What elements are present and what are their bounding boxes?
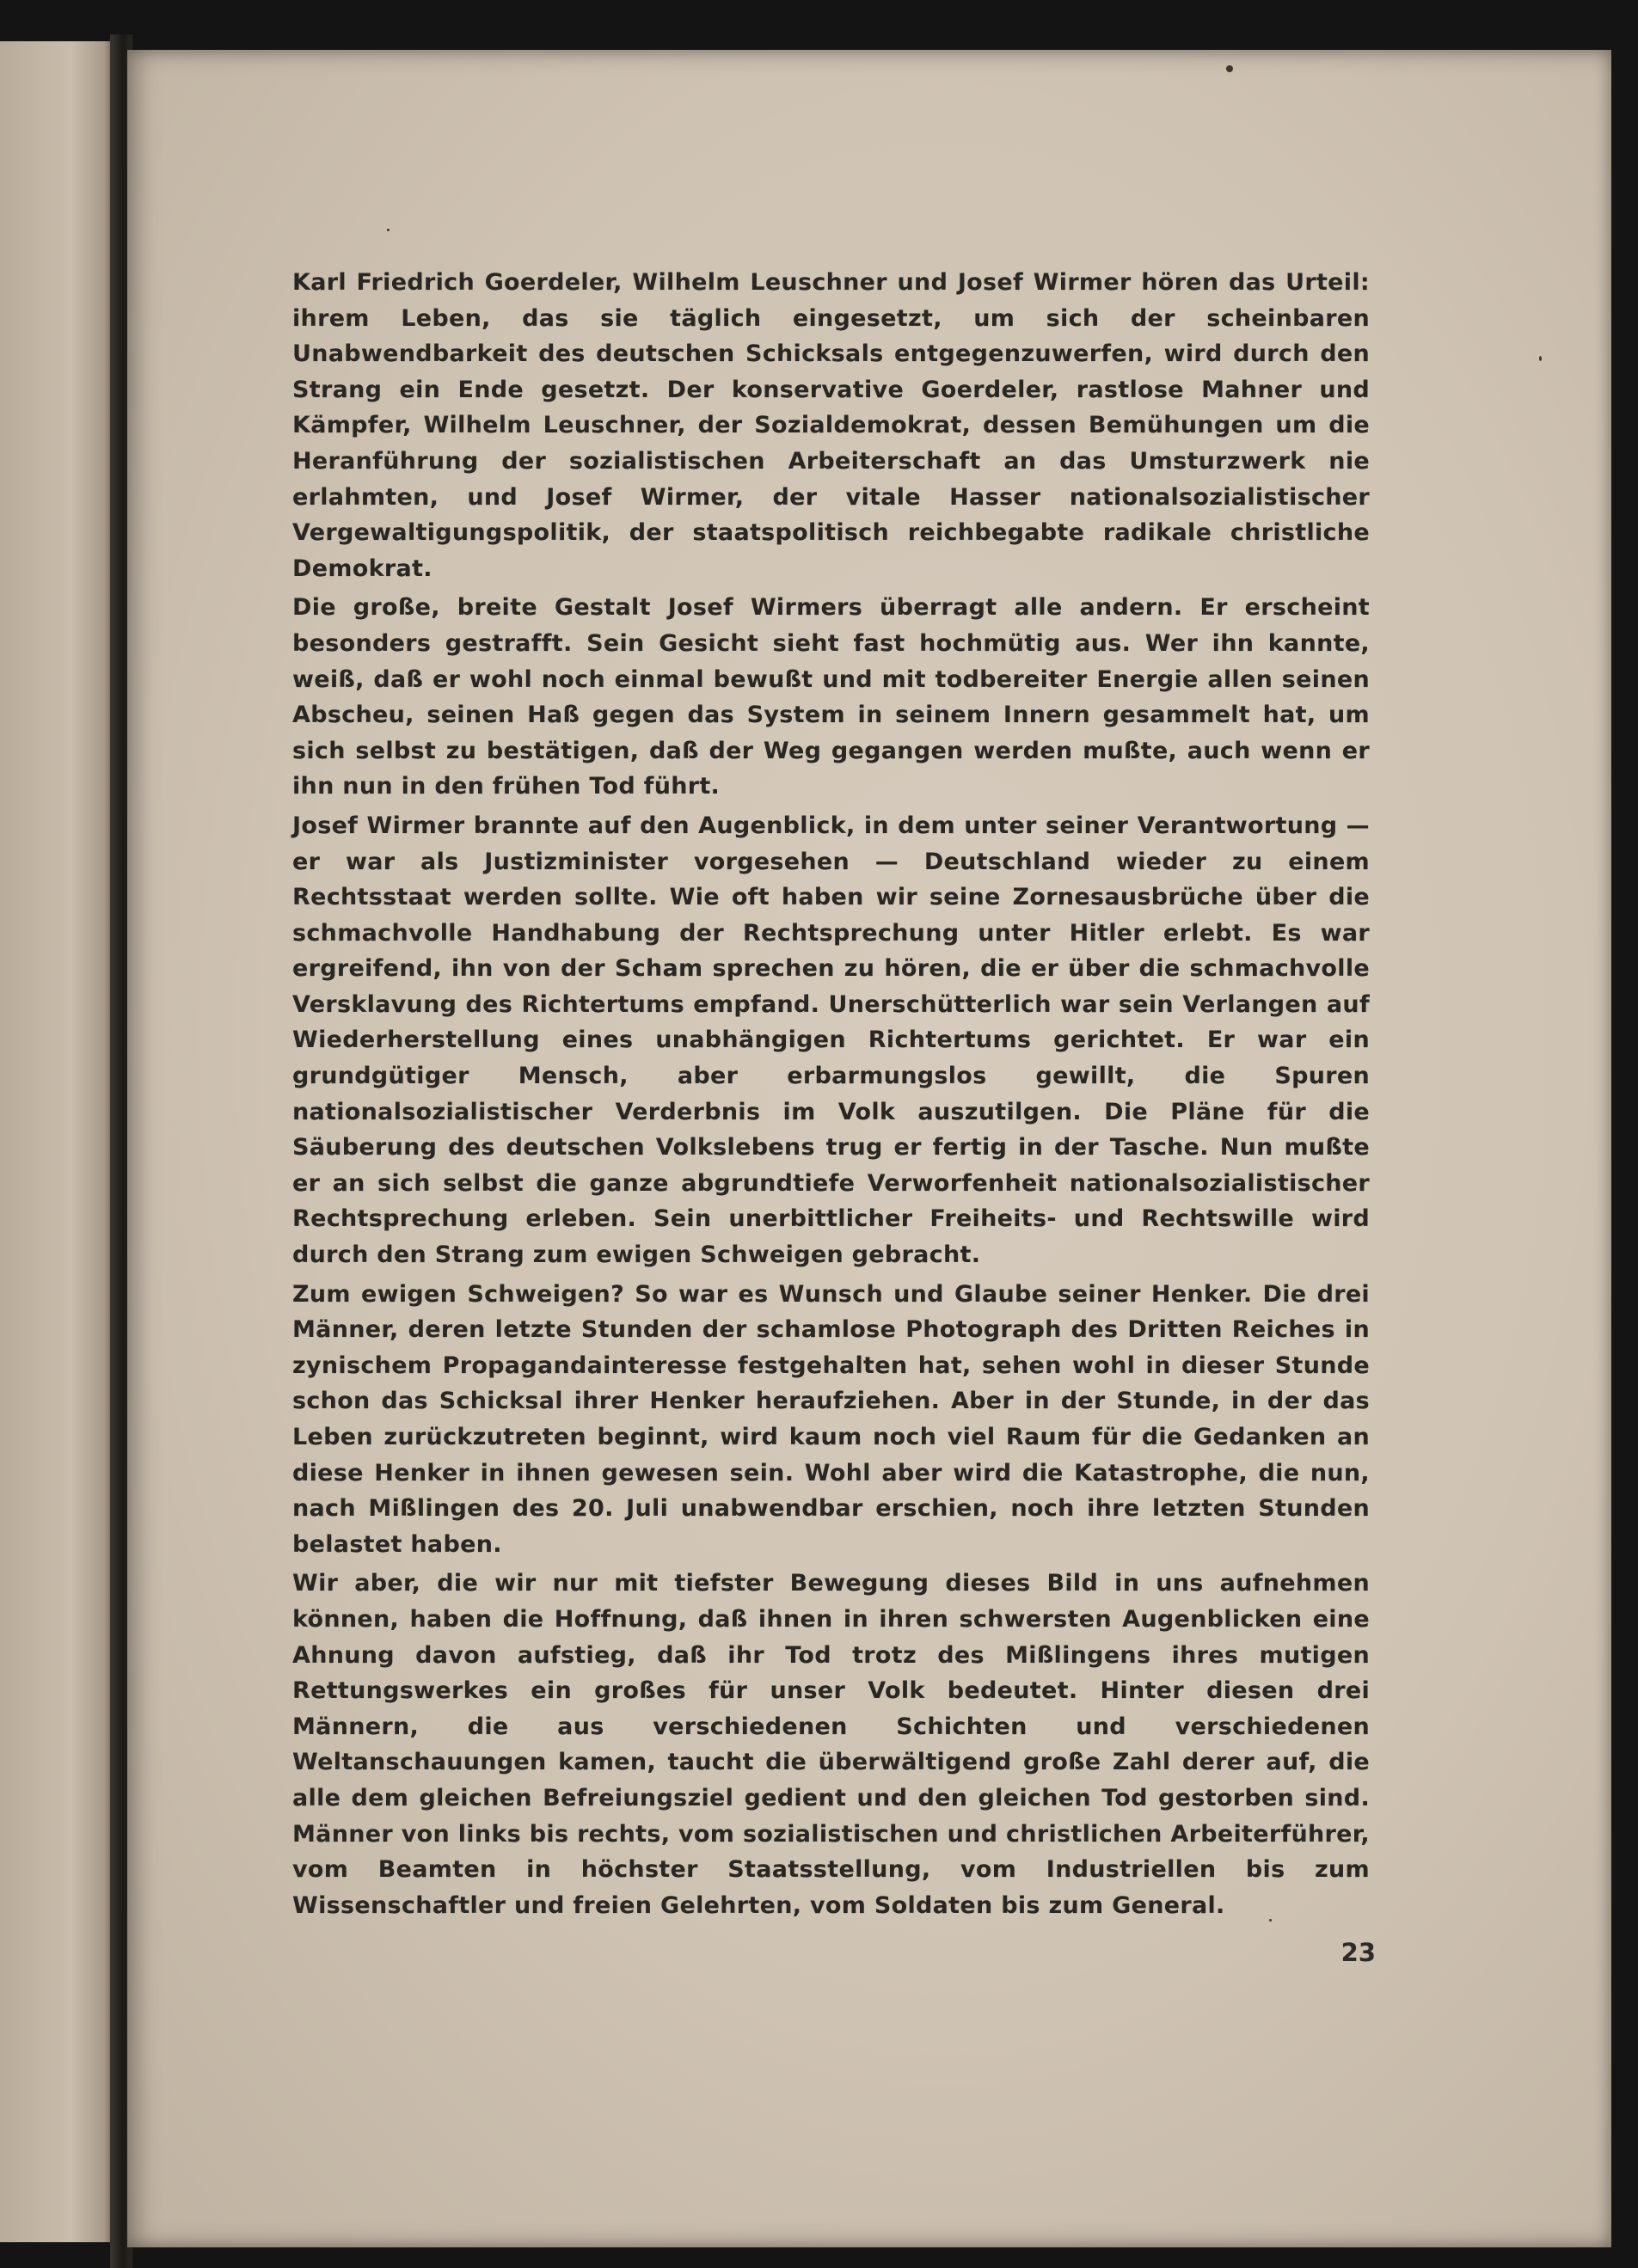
paragraph: Karl Friedrich Goerdeler, Wilhelm Leuschner und Josef Wirmer hören das Urteil: ihrem Leben, das sie täglich eingesetzt, um sich der scheinbaren Unabwendbarkeit des deutschen Schicksals entgegenzuwerfen, wird durch den Strang ein Ende gesetzt. Der konservative Goerdeler, rastlose Mahner und Kämpfer, Wilhelm Leuschner, der Sozialdemokrat, dessen Bemühungen um die Heranführung der sozialistischen Arbeiterschaft an das Umsturzwerk nie erlahmten, und Josef Wirmer, der vitale Hasser nationalsozialistischer Vergewaltigungspolitik, der staatspolitisch reichbegabte radikale christliche Demokrat. (292, 269, 1370, 582)
speck (387, 229, 390, 231)
speck (1539, 356, 1542, 361)
book-page (127, 50, 1611, 2247)
page-number: 23 (1340, 1938, 1376, 1967)
paragraph: Wir aber, die wir nur mit tiefster Bewegung dieses Bild in uns aufnehmen können, haben die Hoffnung, daß ihnen in ihren schwersten Augenblicken eine Ahnung davon aufstieg, daß ihr Tod trotz des Mißlingens ihres mutigen Rettungswerkes ein großes für unser Volk bedeutet. Hinter diesen drei Männern, die aus verschiedenen Schichten und verschiedenen Weltanschauungen kamen, taucht die überwältigend große Zahl derer auf, die alle dem gleichen Befreiungsziel gedient und den gleichen Tod gestorben sind. Männer von links bis rechts, vom sozialistischen und christlichen Arbeiterführer, vom Beamten in höchster Staatsstellung, vom Industriellen bis zum Wissenschaftler und freien Gelehrten, vom Soldaten bis zum General. (292, 1570, 1370, 1919)
paragraph: Zum ewigen Schweigen? So war es Wunsch und Glaube seiner Henker. Die drei Männer, deren letzte Stunden der schamlose Photograph des Dritten Reiches in zynischem Propagandainteresse festgehalten hat, sehen wohl in dieser Stunde schon das Schicksal ihrer Henker heraufziehen. Aber in der Stunde, in der das Leben zurückzutreten beginnt, wird kaum noch viel Raum für die Gedanken an diese Henker in ihnen gewesen sein. Wohl aber wird die Katastrophe, die nun, nach Mißlingen des 20. Juli unabwendbar erschien, noch ihre letzten Stunden belastet haben. (292, 1280, 1370, 1558)
left-page-edge (0, 41, 119, 2242)
paragraph: Die große, breite Gestalt Josef Wirmers überragt alle andern. Er erscheint besonders gestrafft. Sein Gesicht sieht fast hochmütig aus. Wer ihn kannte, weiß, daß er wohl noch einmal bewußt und mit todbereiter Energie allen seinen Abscheu, seinen Haß gegen das System in seinem Innern gesammelt hat, um sich selbst zu bestätigen, daß der Weg gegangen werden mußte, auch wenn er ihn nun in den frühen Tod führt. (292, 594, 1370, 800)
body-text (292, 265, 1370, 1927)
speck (1226, 65, 1233, 72)
paragraph: Josef Wirmer brannte auf den Augenblick, in dem unter seiner Verantwortung — er war als Justizminister vorgesehen — Deutschland wieder zu einem Rechtsstaat werden sollte. Wie oft haben wir seine Zornesausbrüche über die schmachvolle Handhabung der Rechtsprechung unter Hitler erlebt. Es war ergreifend, ihn von der Scham sprechen zu hören, die er über die schmachvolle Versklavung des Richtertums empfand. Unerschütterlich war sein Verlangen auf Wiederherstellung eines unabhängigen Richtertums gerichtet. Er war ein grundgütiger Mensch, aber erbarmungslos gewillt, die Spuren nationalsozialistischer Verderbnis im Volk auszutilgen. Die Pläne für die Säuberung des deutschen Volkslebens trug er fertig in der Tasche. Nun mußte er an sich selbst die ganze abgrundtiefe Verworfenheit nationalsozialistischer Rechtsprechung erleben. Sein unerbittlicher Freiheits- und Rechtswille wird durch den Strang zum ewigen Schweigen gebracht. (292, 812, 1370, 1269)
